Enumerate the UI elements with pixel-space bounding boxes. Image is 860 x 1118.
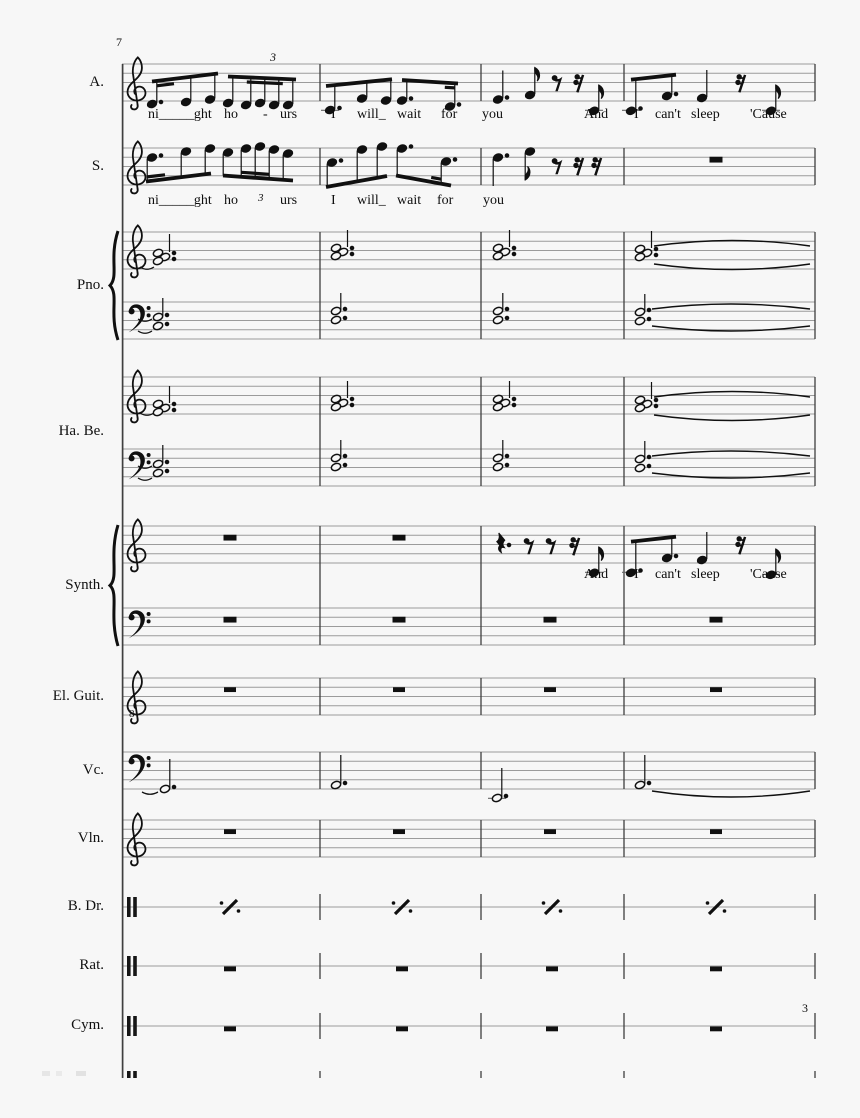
lyric-syllable: can't — [655, 567, 681, 582]
staff-cymbal-notes — [224, 1027, 722, 1032]
lyric-syllable: 'Cause — [750, 107, 787, 122]
lyric-syllable: I — [331, 107, 336, 122]
lyric-syllable: will_ — [357, 193, 386, 208]
instrument-label-alto: A. — [89, 74, 104, 90]
instrument-label-synth: Synth. — [65, 577, 104, 593]
lyric-syllable: urs — [280, 107, 298, 122]
lyric-syllable: ni_____ght — [148, 107, 212, 122]
end-measure-number: 3 — [802, 1001, 808, 1015]
lyric-syllable: wait — [397, 107, 422, 122]
instrument-label-handbells: Ha. Be. — [58, 423, 104, 439]
lyric-syllable: sleep — [691, 567, 720, 582]
instrument-label-cymbal: Cym. — [71, 1017, 104, 1033]
lyric-syllable: And — [584, 107, 609, 122]
staff-ratchet-notes — [224, 967, 722, 972]
instrument-label-cello: Vc. — [82, 762, 104, 778]
staff-piano-notes — [138, 230, 810, 333]
instrument-label-soprano: S. — [91, 158, 104, 174]
lyric-syllable: sleep — [691, 107, 720, 122]
lyric-syllable: you — [483, 193, 504, 208]
octave-mark: 8 — [129, 708, 135, 720]
lyric-syllable: ho — [224, 107, 238, 122]
tuplet-mark-soprano: 3 — [258, 192, 264, 204]
staff-violin-notes — [224, 829, 722, 834]
lyric-syllable: wait — [397, 193, 422, 208]
measure-number: 7 — [116, 35, 122, 49]
instrument-label-violin: Vln. — [77, 830, 104, 846]
clefs — [127, 57, 151, 1078]
instrument-label-ratchet: Rat. — [79, 957, 104, 973]
staff-cello-notes — [142, 755, 810, 803]
lyric-syllable: I — [634, 107, 639, 122]
lyric-syllable: ni_____ght — [148, 193, 212, 208]
staff-guitar-notes — [224, 687, 722, 692]
lyric-syllable: 'Cause — [750, 567, 787, 582]
lyric-syllable: for — [437, 193, 454, 208]
lyric-syllable: And — [584, 567, 609, 582]
lyric-syllable: you — [482, 107, 503, 122]
braces — [110, 231, 118, 646]
tuplet-mark-alto: 3 — [270, 50, 276, 64]
lyric-syllable: ho — [224, 193, 238, 208]
lyric-syllable: will_ — [357, 107, 386, 122]
cutoff-staff-label-fragment — [42, 1071, 98, 1076]
instrument-label-guitar: El. Guit. — [52, 688, 104, 704]
lyric-syllable: I — [634, 567, 639, 582]
lyric-syllable: can't — [655, 107, 681, 122]
lyric-syllable: urs — [280, 193, 298, 208]
lyric-syllable: for — [441, 107, 458, 122]
lyric-syllable: - — [263, 107, 268, 122]
lyric-syllable: I — [331, 193, 336, 208]
instrument-label-bassdrum: B. Dr. — [67, 898, 104, 914]
instrument-label-piano: Pno. — [76, 277, 104, 293]
